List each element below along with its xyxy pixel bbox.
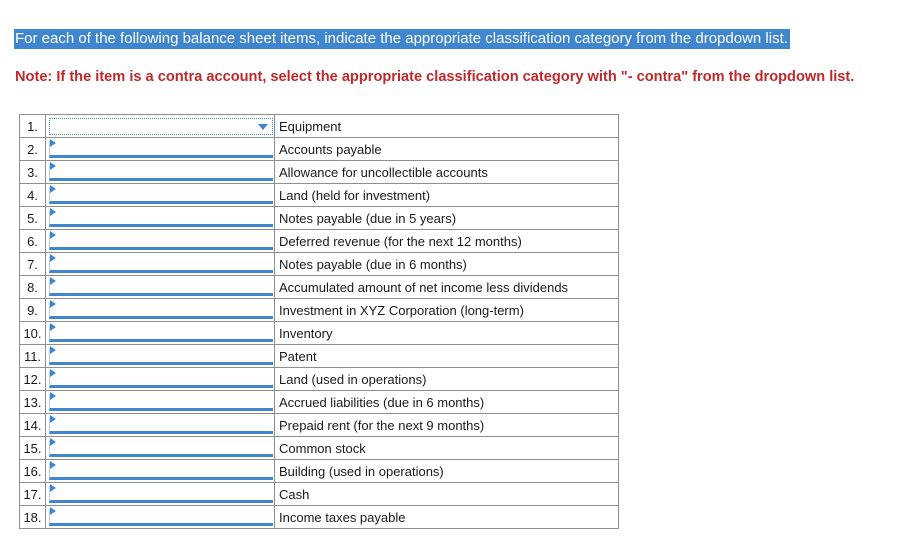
table-row bbox=[20, 161, 619, 184]
row-number: 3. bbox=[20, 161, 46, 184]
triangle-flag-icon bbox=[50, 208, 56, 216]
triangle-flag-icon bbox=[50, 484, 56, 492]
row-number: 5. bbox=[20, 207, 46, 230]
balance-sheet-item: Land (used in operations) bbox=[275, 368, 619, 391]
classification-cell bbox=[46, 506, 275, 529]
classification-dropdown[interactable] bbox=[49, 187, 273, 204]
classification-dropdown[interactable] bbox=[49, 440, 273, 457]
table-row bbox=[20, 230, 619, 253]
classification-cell bbox=[46, 437, 275, 460]
triangle-flag-icon bbox=[50, 346, 56, 354]
balance-sheet-item: Accumulated amount of net income less dividends bbox=[275, 276, 619, 299]
classification-dropdown[interactable] bbox=[49, 325, 273, 342]
table-row bbox=[20, 138, 619, 161]
balance-sheet-item: Building (used in operations) bbox=[275, 460, 619, 483]
triangle-flag-icon bbox=[50, 254, 56, 262]
table-row bbox=[20, 345, 619, 368]
table-row bbox=[20, 437, 619, 460]
classification-dropdown[interactable] bbox=[49, 302, 273, 319]
classification-cell bbox=[46, 345, 275, 368]
classification-cell bbox=[46, 414, 275, 437]
classification-cell bbox=[46, 115, 275, 138]
triangle-flag-icon bbox=[50, 185, 56, 193]
classification-cell bbox=[46, 368, 275, 391]
table-row bbox=[20, 483, 619, 506]
classification-dropdown[interactable] bbox=[49, 417, 273, 434]
classification-dropdown[interactable] bbox=[49, 348, 273, 365]
classification-table bbox=[19, 114, 619, 529]
row-number: 18. bbox=[20, 506, 46, 529]
table-row bbox=[20, 276, 619, 299]
row-number: 9. bbox=[20, 299, 46, 322]
classification-dropdown[interactable] bbox=[49, 210, 273, 227]
triangle-flag-icon bbox=[50, 461, 56, 469]
classification-dropdown[interactable] bbox=[49, 371, 273, 388]
balance-sheet-item: Inventory bbox=[275, 322, 619, 345]
row-number: 1. bbox=[20, 115, 46, 138]
table-row bbox=[20, 184, 619, 207]
table-row bbox=[20, 368, 619, 391]
table-row bbox=[20, 460, 619, 483]
row-number: 8. bbox=[20, 276, 46, 299]
row-number: 6. bbox=[20, 230, 46, 253]
classification-rows bbox=[20, 115, 619, 529]
classification-cell bbox=[46, 460, 275, 483]
classification-cell bbox=[46, 483, 275, 506]
table-row bbox=[20, 115, 619, 138]
row-number: 10. bbox=[20, 322, 46, 345]
row-number: 2. bbox=[20, 138, 46, 161]
balance-sheet-item: Investment in XYZ Corporation (long-term) bbox=[275, 299, 619, 322]
classification-dropdown[interactable] bbox=[49, 486, 273, 503]
balance-sheet-item: Notes payable (due in 6 months) bbox=[275, 253, 619, 276]
triangle-flag-icon bbox=[50, 392, 56, 400]
balance-sheet-item: Notes payable (due in 5 years) bbox=[275, 207, 619, 230]
row-number: 13. bbox=[20, 391, 46, 414]
classification-cell bbox=[46, 253, 275, 276]
table-row bbox=[20, 506, 619, 529]
classification-cell bbox=[46, 184, 275, 207]
classification-dropdown[interactable] bbox=[49, 118, 273, 135]
contra-note: Note: If the item is a contra account, select the appropriate classification category with "- contra" from the dropdown list. bbox=[15, 69, 855, 85]
classification-dropdown[interactable] bbox=[49, 141, 273, 158]
balance-sheet-item: Allowance for uncollectible accounts bbox=[275, 161, 619, 184]
balance-sheet-item: Deferred revenue (for the next 12 months) bbox=[275, 230, 619, 253]
table-row bbox=[20, 253, 619, 276]
instruction-text: For each of the following balance sheet items, indicate the appropriate classification category from the dropdown list. bbox=[15, 30, 788, 47]
balance-sheet-item: Income taxes payable bbox=[275, 506, 619, 529]
triangle-flag-icon bbox=[50, 300, 56, 308]
classification-cell bbox=[46, 276, 275, 299]
triangle-flag-icon bbox=[50, 231, 56, 239]
balance-sheet-item: Accrued liabilities (due in 6 months) bbox=[275, 391, 619, 414]
row-number: 17. bbox=[20, 483, 46, 506]
balance-sheet-item: Patent bbox=[275, 345, 619, 368]
balance-sheet-item: Prepaid rent (for the next 9 months) bbox=[275, 414, 619, 437]
classification-cell bbox=[46, 299, 275, 322]
classification-dropdown[interactable] bbox=[49, 509, 273, 526]
table-row bbox=[20, 391, 619, 414]
row-number: 15. bbox=[20, 437, 46, 460]
row-number: 7. bbox=[20, 253, 46, 276]
row-number: 14. bbox=[20, 414, 46, 437]
triangle-flag-icon bbox=[50, 139, 56, 147]
triangle-flag-icon bbox=[50, 323, 56, 331]
classification-dropdown[interactable] bbox=[49, 256, 273, 273]
classification-cell bbox=[46, 391, 275, 414]
table-row bbox=[20, 414, 619, 437]
balance-sheet-item: Land (held for investment) bbox=[275, 184, 619, 207]
classification-dropdown[interactable] bbox=[49, 463, 273, 480]
triangle-flag-icon bbox=[50, 415, 56, 423]
table-row bbox=[20, 299, 619, 322]
classification-dropdown[interactable] bbox=[49, 164, 273, 181]
balance-sheet-item: Accounts payable bbox=[275, 138, 619, 161]
classification-dropdown[interactable] bbox=[49, 233, 273, 250]
caret-down-icon[interactable] bbox=[258, 124, 268, 130]
triangle-flag-icon bbox=[50, 507, 56, 515]
classification-dropdown[interactable] bbox=[49, 279, 273, 296]
triangle-flag-icon bbox=[50, 438, 56, 446]
triangle-flag-icon bbox=[50, 369, 56, 377]
row-number: 12. bbox=[20, 368, 46, 391]
table-row bbox=[20, 322, 619, 345]
classification-cell bbox=[46, 161, 275, 184]
classification-cell bbox=[46, 138, 275, 161]
classification-cell bbox=[46, 207, 275, 230]
classification-dropdown[interactable] bbox=[49, 394, 273, 411]
triangle-flag-icon bbox=[50, 277, 56, 285]
table-row bbox=[20, 207, 619, 230]
row-number: 16. bbox=[20, 460, 46, 483]
triangle-flag-icon bbox=[50, 162, 56, 170]
balance-sheet-item: Common stock bbox=[275, 437, 619, 460]
row-number: 11. bbox=[20, 345, 46, 368]
classification-cell bbox=[46, 230, 275, 253]
row-number: 4. bbox=[20, 184, 46, 207]
classification-cell bbox=[46, 322, 275, 345]
balance-sheet-item: Equipment bbox=[275, 115, 619, 138]
balance-sheet-item: Cash bbox=[275, 483, 619, 506]
focus-outline bbox=[274, 120, 275, 137]
